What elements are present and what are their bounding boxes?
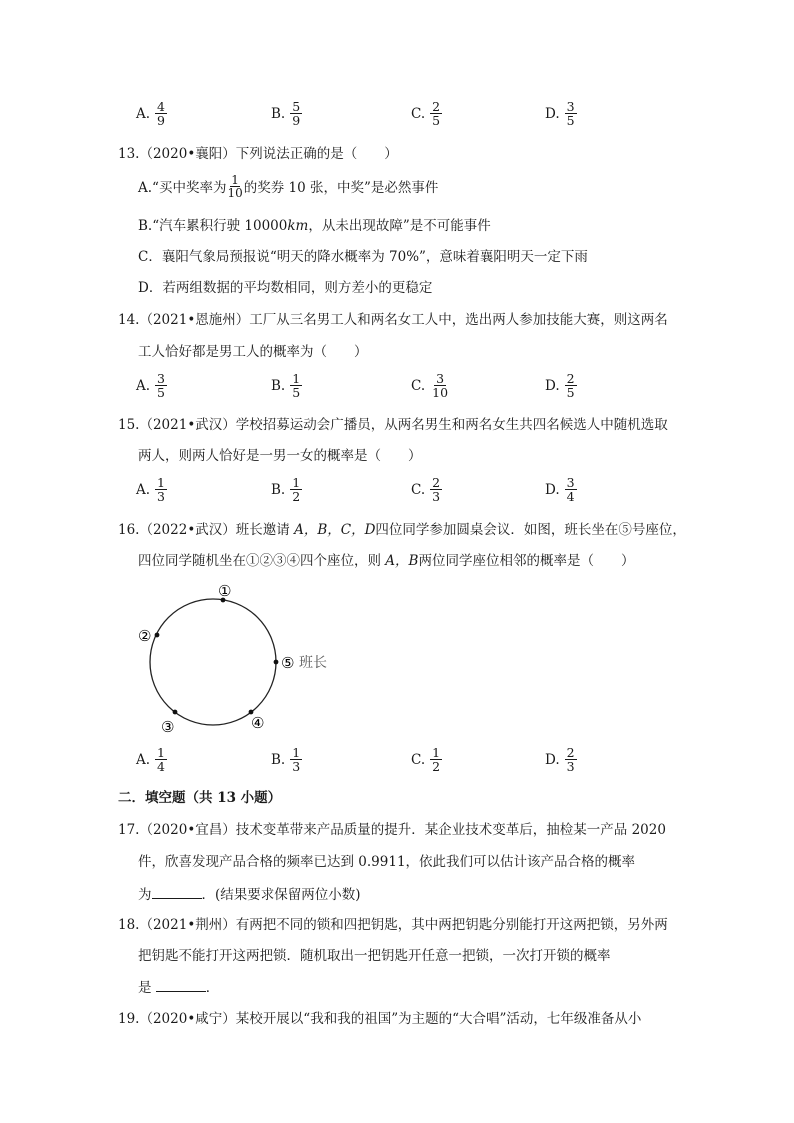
table-circle	[150, 599, 276, 725]
fraction: $\frac{1}{3}$	[157, 475, 165, 504]
option-label: A.	[136, 751, 151, 768]
option-label: A.	[136, 481, 151, 498]
q16-option-a[interactable]	[136, 746, 167, 773]
q17-stem-line1: 17.（2020•宜昌）技术变革带来产品质量的提升．某企业技术变革后，抽检某一产品 2020	[118, 822, 666, 838]
q17-stem-line2: 件，欣喜发现产品合格的频率已达到 0.9911，依此我们可以估计该产品合格的概率	[138, 854, 636, 870]
text: ．(结果要求保留两位小数)	[201, 887, 361, 903]
fraction: $\frac{1}{5}$	[292, 371, 301, 400]
q15-stem-line2: 两人，则两人恰好是一男一女的概率是（ ）	[138, 448, 422, 464]
q15-option-d[interactable]	[545, 476, 577, 503]
q14-option-d[interactable]	[545, 372, 577, 399]
fraction: $\frac{4}{9}$	[157, 99, 165, 128]
seat-label-2: ②	[138, 627, 152, 645]
q13-option-a[interactable]	[138, 173, 439, 201]
q15-option-a[interactable]	[136, 476, 167, 503]
option-label: C.	[411, 481, 426, 498]
fraction: $\frac{3}{4}$	[566, 475, 575, 504]
text: B.“汽车累积行驶 10000	[138, 218, 288, 234]
seat-label-1: ①	[218, 582, 232, 600]
text: 两位同学座位相邻的概率是（ ）	[418, 553, 635, 569]
round-table-figure	[130, 580, 350, 740]
fraction: $\frac{2}{3}$	[432, 475, 441, 504]
unit: km	[287, 218, 309, 234]
option-label: A.	[136, 105, 151, 122]
text: A.“买中奖率为	[138, 180, 227, 196]
fraction: $\frac{5}{9}$	[292, 99, 301, 128]
q18-stem-line2: 把钥匙不能打开这两把锁．随机取出一把钥匙开任意一把锁，一次打开锁的概率	[138, 948, 611, 964]
text: 是	[138, 980, 152, 996]
option-label: B.	[271, 105, 286, 122]
fraction: $\frac{2}{3}$	[566, 745, 575, 774]
option-label: D.	[545, 481, 560, 498]
section-heading-fill-in: 二．填空题（共 13 小题）	[118, 790, 282, 806]
text: 四位同学参加圆桌会议．如图，班长坐在⑤号座位，	[375, 522, 686, 538]
text: ，从未出现故障”是不可能事件	[308, 218, 491, 234]
q14-option-a[interactable]	[136, 372, 167, 399]
q16-stem-line1	[118, 520, 686, 540]
fraction: $\frac{3}{5}$	[566, 99, 575, 128]
option-label: B.	[271, 481, 286, 498]
q16-option-b[interactable]	[271, 746, 302, 773]
q15-option-c[interactable]	[411, 476, 442, 503]
seat-dot-3	[173, 710, 178, 715]
answer-blank[interactable]	[156, 977, 206, 992]
q14-option-c[interactable]	[411, 372, 450, 399]
fraction: $\frac{1}{4}$	[157, 745, 165, 774]
q13-stem: 13.（2020•襄阳）下列说法正确的是（ ）	[118, 146, 398, 162]
seat-label-4: ④	[251, 714, 265, 732]
text: 四位同学随机坐在①②③④四个座位，则	[138, 553, 386, 569]
q14-option-b[interactable]	[271, 372, 302, 399]
text: 的奖券 10 张，中奖”是必然事件	[243, 180, 439, 196]
q19-stem-line1: 19.（2020•咸宁）某校开展以“我和我的祖国”为主题的“大合唱”活动，七年级准备从小	[118, 1011, 642, 1027]
q12-option-b[interactable]	[271, 100, 302, 127]
q18-stem-line1: 18.（2021•荆州）有两把不同的锁和四把钥匙，其中两把钥匙分别能打开这两把锁，另外两	[118, 917, 668, 933]
text: 为	[138, 887, 152, 903]
seat-label-3: ③	[161, 718, 175, 736]
variables: A，B	[385, 553, 419, 569]
option-label: C.	[411, 751, 426, 768]
option-label: B.	[271, 751, 286, 768]
fraction: $\frac{3}{5}$	[157, 371, 165, 400]
q14-stem-line1: 14.（2021•恩施州）工厂从三名男工人和两名女工人中，选出两人参加技能大赛，则这两名	[118, 312, 668, 328]
q17-stem-line3	[138, 884, 361, 905]
q16-option-c[interactable]	[411, 746, 442, 773]
option-label: D.	[545, 377, 560, 394]
answer-blank[interactable]	[152, 884, 202, 899]
seat-dot-2	[155, 633, 160, 638]
q13-option-d[interactable]: D．若两组数据的平均数相同，则方差小的更稳定	[138, 280, 433, 296]
seat-dot-5	[274, 660, 279, 665]
q13-option-b[interactable]	[138, 216, 491, 236]
q15-option-b[interactable]	[271, 476, 302, 503]
q12-option-a[interactable]	[136, 100, 167, 127]
q14-stem-line2: 工人恰好都是男工人的概率为（ ）	[138, 344, 368, 360]
q15-stem-line1: 15.（2021•武汉）学校招募运动会广播员，从两名男生和两名女生共四名候选人中随机选取	[118, 417, 668, 433]
q12-option-c[interactable]	[411, 100, 442, 127]
fraction: $\frac{3}{10}$	[432, 371, 449, 400]
fraction: $\frac{2}{5}$	[566, 371, 575, 400]
q18-stem-line3	[138, 977, 219, 998]
q13-option-c[interactable]: C．襄阳气象局预报说“明天的降水概率为 70%”，意味着襄阳明天一定下雨	[138, 249, 588, 265]
text: 16.（2022•武汉）班长邀请	[118, 522, 295, 538]
text: ．	[205, 980, 220, 996]
q16-option-d[interactable]	[545, 746, 577, 773]
q12-option-d[interactable]	[545, 100, 577, 127]
seat-label-5: ⑤	[281, 654, 295, 672]
option-label: D.	[545, 751, 560, 768]
q16-stem-line2	[138, 551, 634, 571]
option-label: A.	[136, 377, 151, 394]
leader-label: 班长	[299, 655, 327, 671]
option-label: D.	[545, 105, 560, 122]
fraction: $\frac{1}{10}$	[227, 173, 243, 200]
fraction: $\frac{1}{2}$	[292, 475, 301, 504]
variables: A，B，C，D	[294, 522, 376, 538]
fraction: $\frac{2}{5}$	[432, 99, 441, 128]
fraction: $\frac{1}{3}$	[292, 745, 301, 774]
option-label: B.	[271, 377, 286, 394]
option-label: C.	[411, 105, 426, 122]
fraction: $\frac{1}{2}$	[432, 745, 441, 774]
option-label: C.	[411, 377, 426, 394]
